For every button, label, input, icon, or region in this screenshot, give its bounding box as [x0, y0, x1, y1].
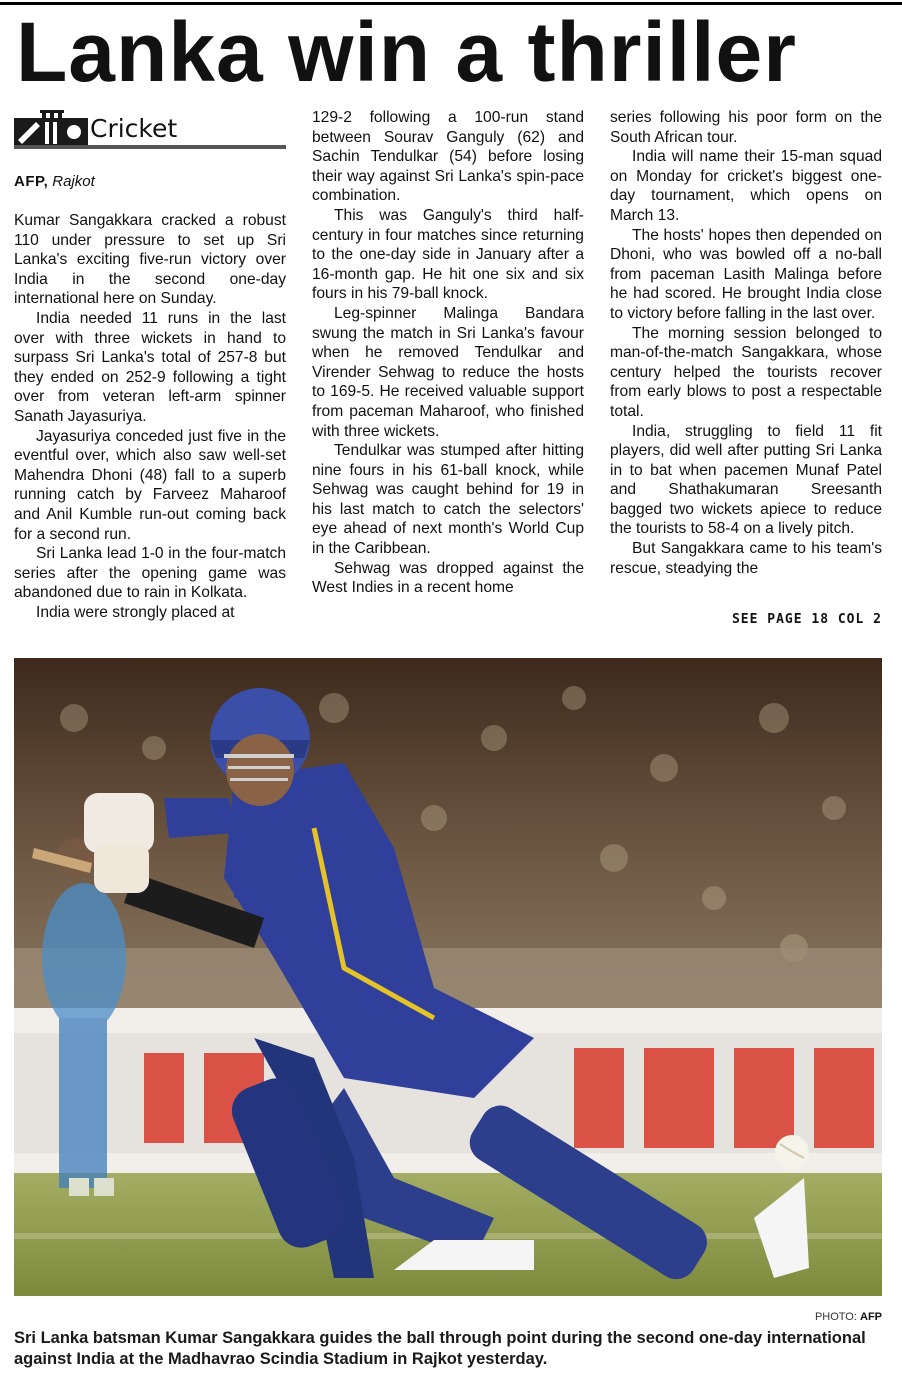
paragraph: series following his poor form on the South African tour.: [610, 109, 882, 146]
continued-jump-line: SEE PAGE 18 COL 2: [731, 612, 882, 627]
paragraph: The morning session belonged to man-of-the-match Sangakkara, whose century helped the tourists recover from early blows to post a respectable total.: [610, 324, 882, 420]
section-name: Cricket: [90, 114, 178, 143]
headline: Lanka win a thriller: [16, 5, 797, 99]
byline-agency: AFP,: [14, 173, 49, 190]
article-column-1: [14, 211, 286, 622]
article-column-2: [312, 108, 584, 598]
article-column-3: [610, 108, 882, 578]
byline-place: Rajkot: [52, 173, 95, 190]
paragraph: But Sangakkara came to his team's rescue, steadying the: [610, 540, 882, 577]
paragraph: Sri Lanka lead 1-0 in the four-match series after the opening game was abandoned due to rain in Kolkata.: [14, 545, 286, 602]
paragraph: India needed 11 runs in the last over with three wickets in hand to surpass Sri Lanka's total of 257-8 but they ended on 252-9 following a tight over from veteran left-arm spinner Sanath Jayasuriya.: [14, 309, 286, 425]
paragraph: India will name their 15-man squad on Monday for cricket's biggest one-day tournament, which opens on March 13.: [610, 148, 882, 224]
paragraph: Jayasuriya conceded just five in the eventful over, which also saw well-set Mahendra Dhoni (48) fall to a superb running catch by Farveez Maharoof and Anil Kumble run-out coming back for a second run.: [14, 427, 286, 543]
paragraph: Tendulkar was stumped after hitting nine fours in his 61-ball knock, while Sehwag was caught behind for 19 in his last match to catch the selectors' eye ahead of next month's World Cup in the Caribbean.: [312, 442, 584, 558]
paragraph: 129-2 following a 100-run stand between Sourav Ganguly (62) and Sachin Tendulkar (54) before losing their way against Sri Lanka's spin-pace combination.: [312, 109, 584, 205]
photo-credit-agency: AFP: [860, 1311, 882, 1323]
paragraph: This was Ganguly's third half-century in four matches since returning to the one-day side in January after a 16-month gap. He hit one six and six fours in his 79-ball knock.: [312, 206, 584, 303]
paragraph: India were strongly placed at: [36, 603, 235, 621]
batsman-photo: [14, 658, 882, 1296]
paragraph: The hosts' hopes then depended on Dhoni, who was bowled off a no-ball from paceman Lasith Malinga before he had scored. He brought India close to victory before falling in the last over.: [610, 226, 882, 322]
section-rule: [14, 145, 286, 149]
paragraph: Sehwag was dropped against the West Indies in a recent home: [312, 559, 584, 597]
section-header: [14, 104, 286, 150]
photo-credit-label: PHOTO:: [814, 1311, 857, 1323]
photo-credit: [815, 1311, 882, 1323]
cricket-section-logo: [14, 110, 88, 146]
byline: [14, 172, 95, 192]
paragraph: India, struggling to field 11 fit players, did well after putting Sri Lanka in to bat when pacemen Munaf Patel and Shathakumaran Sreesanth bagged two wickets apiece to reduce the tourists to 58-4 on a lively pitch.: [610, 422, 882, 538]
photo-caption: Sri Lanka batsman Kumar Sangakkara guides the ball through point during the second one-day international against India at the Madhavrao Scindia Stadium in Rajkot yesterday.: [14, 1329, 866, 1368]
paragraph: Kumar Sangakkara cracked a robust 110 under pressure to set up Sri Lanka's exciting five-run victory over India in the second one-day international here on Sunday.: [14, 212, 286, 308]
paragraph: Leg-spinner Malinga Bandara swung the match in Sri Lanka's favour when he removed Tendulkar and Virender Sehwag to reduce the hosts to 169-5. He received valuable support from paceman Maharoof, who finished with three wickets.: [312, 304, 584, 440]
